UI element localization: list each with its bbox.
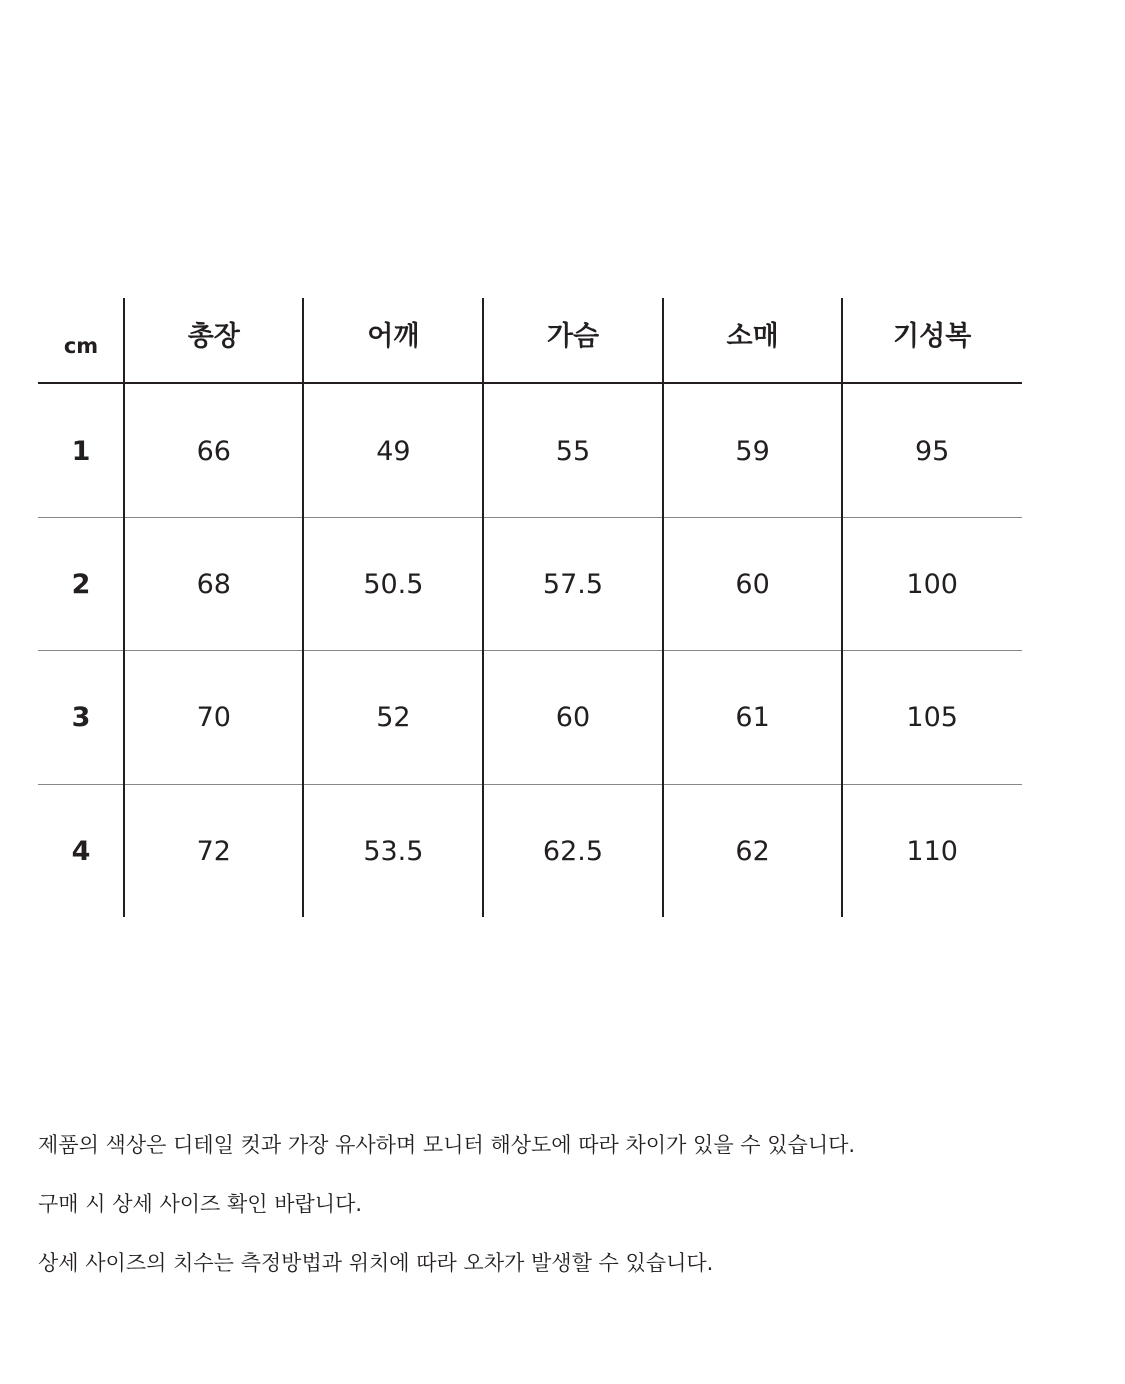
table-cell: 55 — [555, 435, 591, 467]
table-cell: 110 — [906, 835, 958, 867]
table-cell: 60 — [555, 701, 591, 733]
table-cell: 62 — [735, 835, 770, 867]
table-header-row — [38, 298, 1022, 383]
header-divider — [38, 382, 1022, 384]
column-header-shoulder: 어깨 — [367, 321, 420, 352]
table-cell: 66 — [196, 435, 231, 467]
column-divider — [123, 298, 125, 917]
size-label: 3 — [71, 701, 91, 733]
size-table — [38, 298, 1022, 917]
table-row — [38, 650, 1022, 784]
note-color-disclaimer: 제품의 색상은 디테일 컷과 가장 유사하며 모니터 해상도에 따라 차이가 있을 수 있습니다. — [38, 1133, 856, 1157]
table-row — [38, 517, 1022, 651]
table-cell: 57.5 — [542, 568, 604, 600]
column-header-standard-size: 기성복 — [893, 321, 972, 352]
table-cell: 50.5 — [363, 568, 424, 600]
table-cell: 105 — [906, 701, 958, 733]
table-cell: 59 — [735, 435, 770, 467]
table-cell: 49 — [376, 435, 411, 467]
table-cell: 60 — [735, 568, 770, 600]
table-cell: 72 — [196, 835, 231, 867]
column-header-total-length: 총장 — [187, 321, 240, 352]
column-divider — [302, 298, 304, 917]
table-cell: 100 — [906, 568, 958, 600]
column-divider — [841, 298, 843, 917]
column-header-chest: 가슴 — [546, 321, 600, 352]
row-divider — [38, 784, 1022, 785]
unit-label: cm — [63, 333, 99, 358]
size-notes — [38, 1128, 1098, 1305]
row-divider — [38, 517, 1022, 518]
row-divider — [38, 650, 1022, 651]
note-measurement-error: 상세 사이즈의 치수는 측정방법과 위치에 따라 오차가 발생할 수 있습니다. — [38, 1251, 714, 1275]
size-label: 4 — [71, 835, 91, 867]
table-row — [38, 784, 1022, 918]
table-cell: 53.5 — [363, 835, 424, 867]
size-label: 2 — [71, 568, 91, 600]
column-divider — [662, 298, 664, 917]
column-header-sleeve: 소매 — [726, 321, 779, 352]
table-cell: 62.5 — [542, 835, 604, 867]
table-cell: 52 — [376, 701, 411, 733]
column-divider — [482, 298, 484, 917]
table-row — [38, 384, 1022, 518]
size-label: 1 — [71, 435, 91, 467]
table-cell: 68 — [196, 568, 231, 600]
table-cell: 95 — [914, 435, 950, 467]
table-cell: 70 — [196, 701, 231, 733]
note-check-size: 구매 시 상세 사이즈 확인 바랍니다. — [38, 1192, 363, 1216]
table-cell: 61 — [735, 701, 770, 733]
